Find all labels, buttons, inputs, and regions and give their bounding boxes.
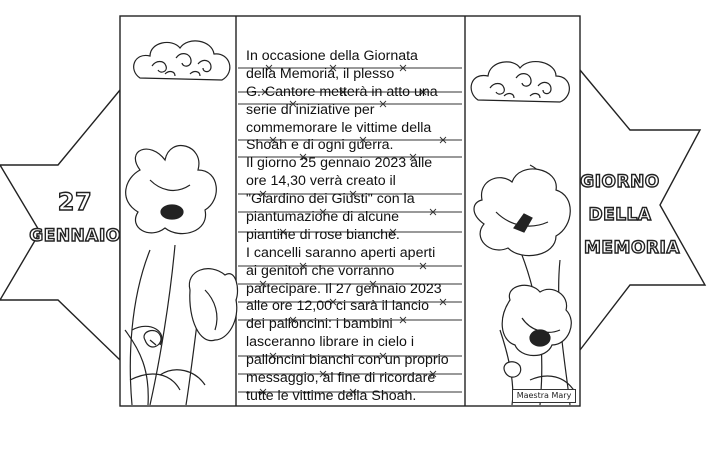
text-line: Il giorno 25 gennaio 2023 alle [246,155,433,172]
text-line: "Giardino dei Giusti" con la [246,191,415,208]
text-line: alle ore 12,00 ci sarà il lancio [246,298,429,315]
text-line: I cancelli saranno aperti aperti [246,244,436,261]
text-line: In occasione della Giornata [246,48,418,64]
title-line-2: DELLA [588,205,652,225]
text-line: ore 14,30 verrà creato il [246,173,396,190]
title-line-1: GIORNO [580,172,660,192]
text-line: palloncini bianchi con un proprio [246,352,449,369]
announcement-text [246,48,470,406]
text-line: ai genitori che vorranno [246,262,395,279]
text-line: G. Cantore metterà in atto una [246,83,438,100]
date-day: 27 [57,188,93,216]
title-line-3: MEMORIA [584,238,680,258]
text-line: dei palloncini: i bambini [246,316,393,333]
text-line: Shoah e di ogni guerra. [246,137,394,154]
text-line: partecipare. Il 27 gennaio 2023 [246,280,442,297]
text-line: messaggio, al fine di ricordare [246,370,436,387]
text-line: piantine di rose bianche. [246,226,400,243]
text-line: lasceranno librare in cielo i [246,334,414,351]
text-line: serie di iniziative per [246,101,375,118]
text-line: piantumazione di alcune [246,209,400,226]
author-signature: Maestra Mary [512,389,576,403]
text-line: commemorare le vittime della [246,119,432,136]
text-line: tutte le vittime della Shoah. [246,387,417,404]
left-star-shape [0,90,120,360]
text-line: della Memoria, il plesso [246,65,395,82]
date-month: GENNAIO [29,226,121,246]
